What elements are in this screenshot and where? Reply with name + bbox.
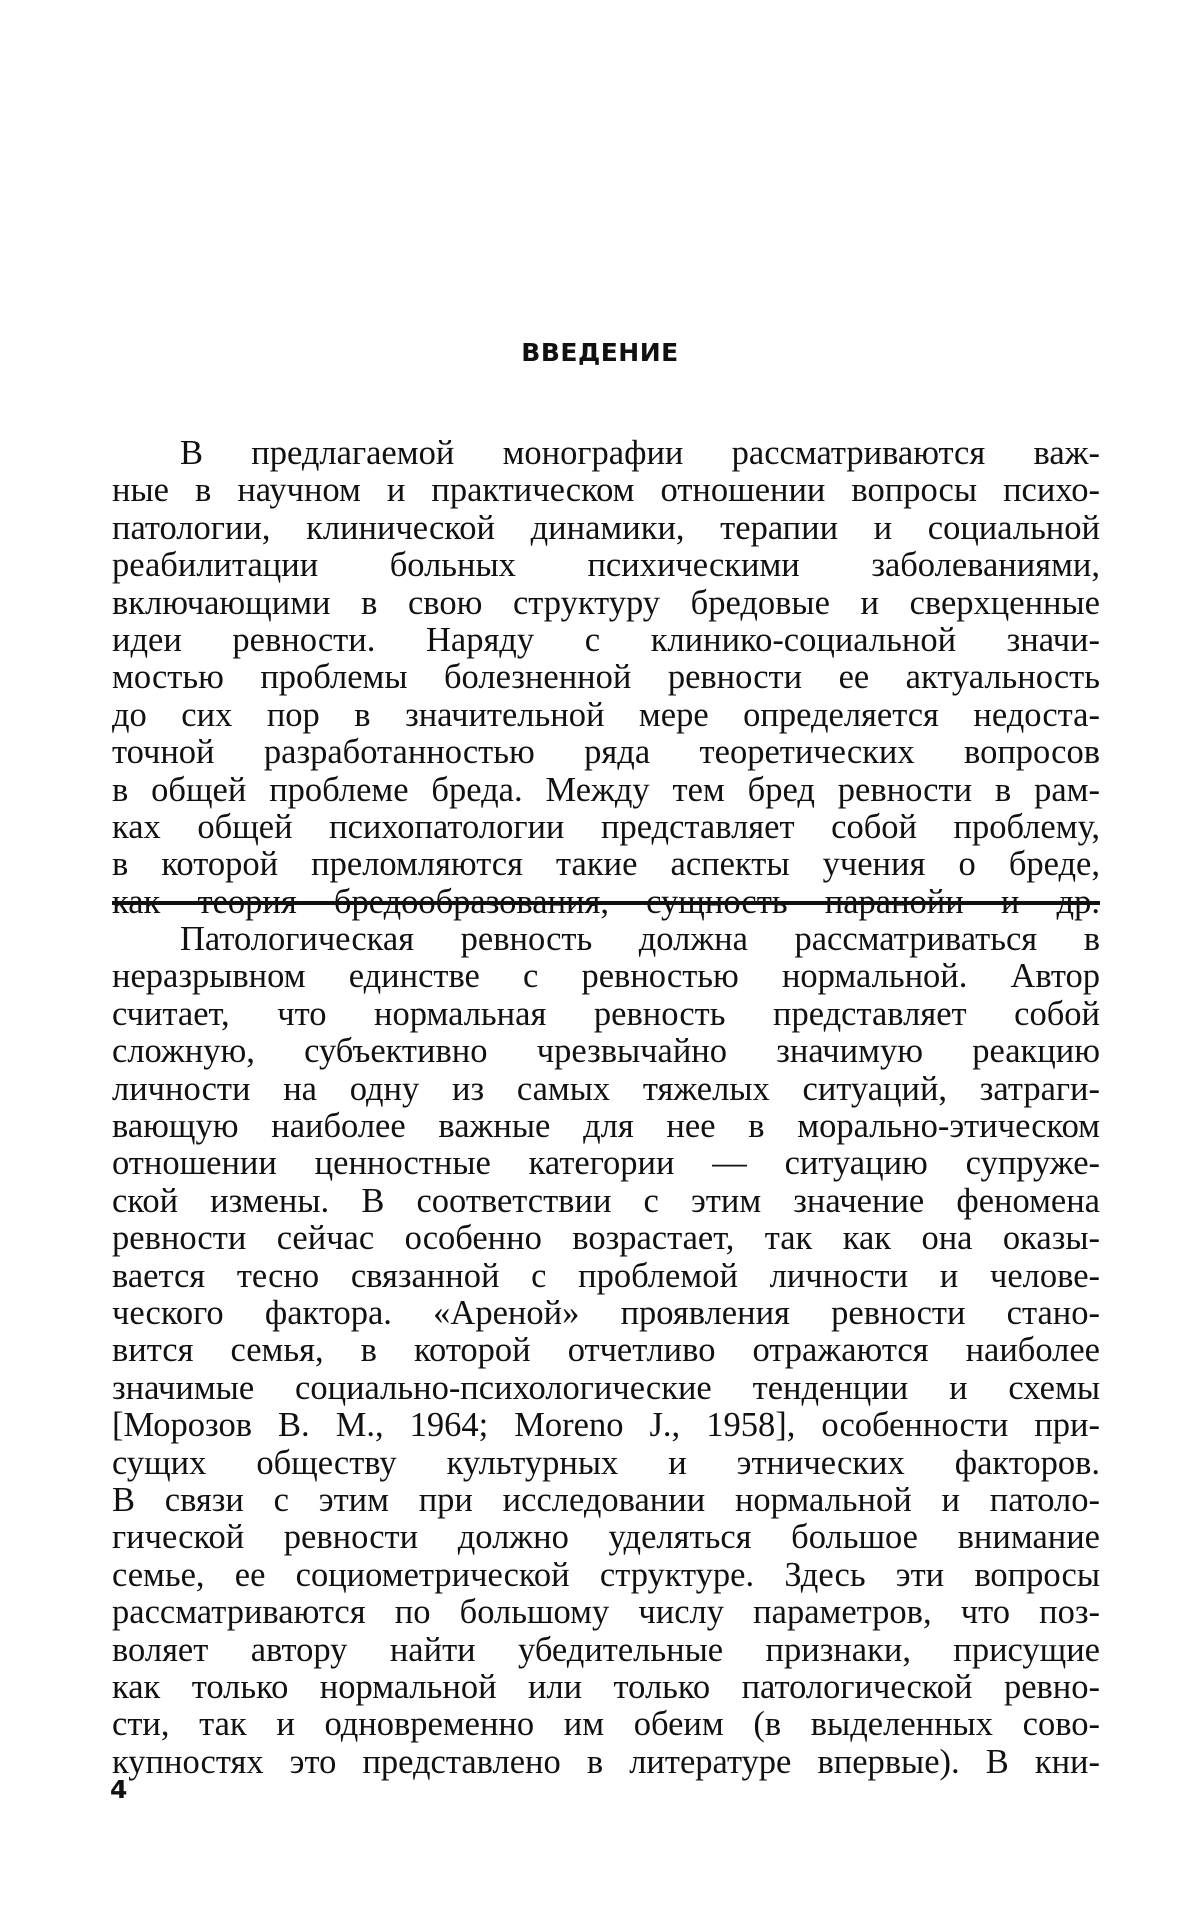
text-line: патологии, клинической динамики, терапии и социальной: [112, 508, 1100, 547]
text-line: семье, ее социометрической структуре. Здесь эти вопросы: [112, 1555, 1100, 1594]
text-line: как только нормальной или только патологической ревно-: [112, 1667, 1100, 1706]
text-line: точной разработанностью ряда теоретических вопросов: [112, 733, 1100, 772]
text-line: Патологическая ревность должна рассматриваться в: [180, 920, 1100, 959]
text-line: сложную, субъективно чрезвычайно значимую реакцию: [112, 1032, 1100, 1071]
text-line: вается тесно связанной с проблемой личности и челове-: [112, 1256, 1100, 1295]
text-line: купностях это представлено в литературе впервые). В кни-: [112, 1742, 1100, 1781]
page-number: 4: [110, 1775, 128, 1804]
text-line: включающими в свою структуру бредовые и сверхценные: [112, 583, 1100, 622]
text-line: В связи с этим при исследовании нормальной и патоло-: [112, 1480, 1100, 1519]
text-line: личности на одну из самых тяжелых ситуаций, затраги-: [112, 1069, 1100, 1108]
text-line: ные в научном и практическом отношении вопросы психо-: [112, 471, 1100, 510]
text-line: неразрывном единстве с ревностью нормальной. Автор: [112, 957, 1100, 996]
text-line: отношении ценностные категории — ситуацию супруже-: [112, 1144, 1100, 1183]
text-line: в общей проблеме бреда. Между тем бред ревности в рам-: [112, 770, 1100, 809]
text-line: как теория бредообразования, сущность паранойи и др.: [112, 882, 1100, 921]
text-line: воляет автору найти убедительные признаки, присущие: [112, 1630, 1100, 1669]
text-line: В предлагаемой монографии рассматриваются важ-: [180, 434, 1100, 472]
text-line: значимые социально-психологические тенденции и схемы: [112, 1368, 1100, 1407]
body-text: [112, 435, 1100, 1781]
text-line: реабилитации больных психическими заболеваниями,: [112, 546, 1100, 585]
text-line: ческого фактора. «Ареной» проявления ревности стано-: [112, 1293, 1100, 1332]
text-line: гической ревности должно уделяться большое внимание: [112, 1518, 1100, 1557]
text-line: мостью проблемы болезненной ревности ее актуальность: [112, 658, 1100, 697]
text-line: ской измены. В соответствии с этим значение феномена: [112, 1181, 1100, 1220]
chapter-heading: ВВЕДЕНИЕ: [521, 338, 679, 367]
text-line: до сих пор в значительной мере определяется недоста-: [112, 695, 1100, 734]
text-line: считает, что нормальная ревность представляет собой: [112, 994, 1100, 1033]
text-line: ках общей психопатологии представляет собой проблему,: [112, 807, 1100, 846]
text-line: идеи ревности. Наряду с клинико-социальной значи-: [112, 620, 1100, 659]
text-line: ревности сейчас особенно возрастает, так как она оказы-: [112, 1219, 1100, 1258]
text-line: вающую наиболее важные для нее в морально-этическом: [112, 1107, 1100, 1146]
text-line: вится семья, в которой отчетливо отражаются наиболее: [112, 1331, 1100, 1370]
text-line: сущих обществу культурных и этнических факторов.: [112, 1443, 1100, 1482]
text-line: [Морозов В. М., 1964; Moreno J., 1958], особенности при-: [112, 1406, 1100, 1445]
text-line: в которой преломляются такие аспекты учения о бреде,: [112, 845, 1100, 884]
text-line: сти, так и одновременно им обеим (в выделенных сово-: [112, 1705, 1100, 1744]
text-line: рассматриваются по большому числу параметров, что поз-: [112, 1593, 1100, 1632]
